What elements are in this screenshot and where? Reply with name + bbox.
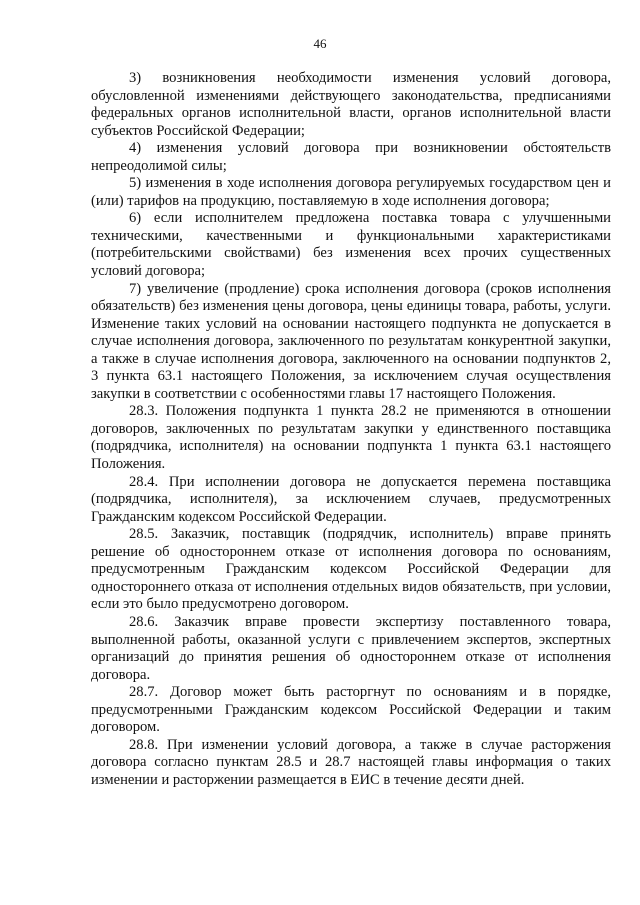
paragraph-28-5: 28.5. Заказчик, поставщик (подрядчик, исполнитель) вправе принять решение об одностороннем отказе от исполнения договора по основаниям, предусмотренным Гражданским кодексом Российской Федерации для одностороннего отказа от исполнения отдельных видов обязательств, при условии, если это было предусмотрено договором. — [91, 526, 611, 613]
document-body — [91, 70, 611, 789]
paragraph-subitem-5: 5) изменения в ходе исполнения договора регулируемых государством цен и (или) тарифов на продукцию, поставляемую в ходе исполнения договора; — [91, 175, 611, 209]
paragraph-subitem-3: 3) возникновения необходимости изменения условий договора, обусловленной изменениями действующего законодательства, предписаниями федеральных органов исполнительной власти, органов исполнительной власти субъектов Российской Федерации; — [91, 70, 611, 139]
paragraph-28-4: 28.4. При исполнении договора не допускается перемена поставщика (подрядчика, исполнителя), за исключением случаев, предусмотренных Гражданским кодексом Российской Федерации. — [91, 473, 611, 525]
paragraph-28-6: 28.6. Заказчик вправе провести экспертизу поставленного товара, выполненной работы, оказанной услуги с привлечением экспертов, экспертных организаций до принятия решения об одностороннем отказе от исполнения договора. — [91, 613, 611, 683]
paragraph-subitem-6: 6) если исполнителем предложена поставка товара с улучшенными техническими, качественными и функциональными характеристиками (потребительскими свойствами) без изменения всех прочих существенных условий договора; — [91, 210, 611, 280]
paragraph-28-7: 28.7. Договор может быть расторгнут по основаниям и в порядке, предусмотренными Гражданским кодексом Российской Федерации и таким договором. — [91, 684, 611, 736]
paragraph-subitem-7: 7) увеличение (продление) срока исполнения договора (сроков исполнения обязательств) без изменения цены договора, цены единицы товара, работы, услуги. Изменение таких условий на основании настоящего подпункта не допускается в случае исполнения договора, заключенного по результатам конкурентной закупки, а также в случае исполнения договора, заключенного на основании подпунктов 2, 3 пункта 63.1 настоящего Положения, за исключением случая осуществления закупки в соответствии с особенностями главы 17 настоящего Положения. — [91, 280, 611, 402]
paragraph-subitem-4: 4) изменения условий договора при возникновении обстоятельств непреодолимой силы; — [91, 140, 611, 174]
paragraph-28-3: 28.3. Положения подпункта 1 пункта 28.2 не применяются в отношении договоров, заключенных по результатам закупки у единственного поставщика (подрядчика, исполнителя) на основании подпункта 1 пункта 63.1 настоящего Положения. — [91, 403, 611, 473]
paragraph-28-8: 28.8. При изменении условий договора, а также в случае расторжения договора согласно пунктам 28.5 и 28.7 настоящей главы информация о таких изменении и расторжении размещается в ЕИС в течение десяти дней. — [91, 736, 611, 788]
page-number: 46 — [313, 36, 327, 51]
